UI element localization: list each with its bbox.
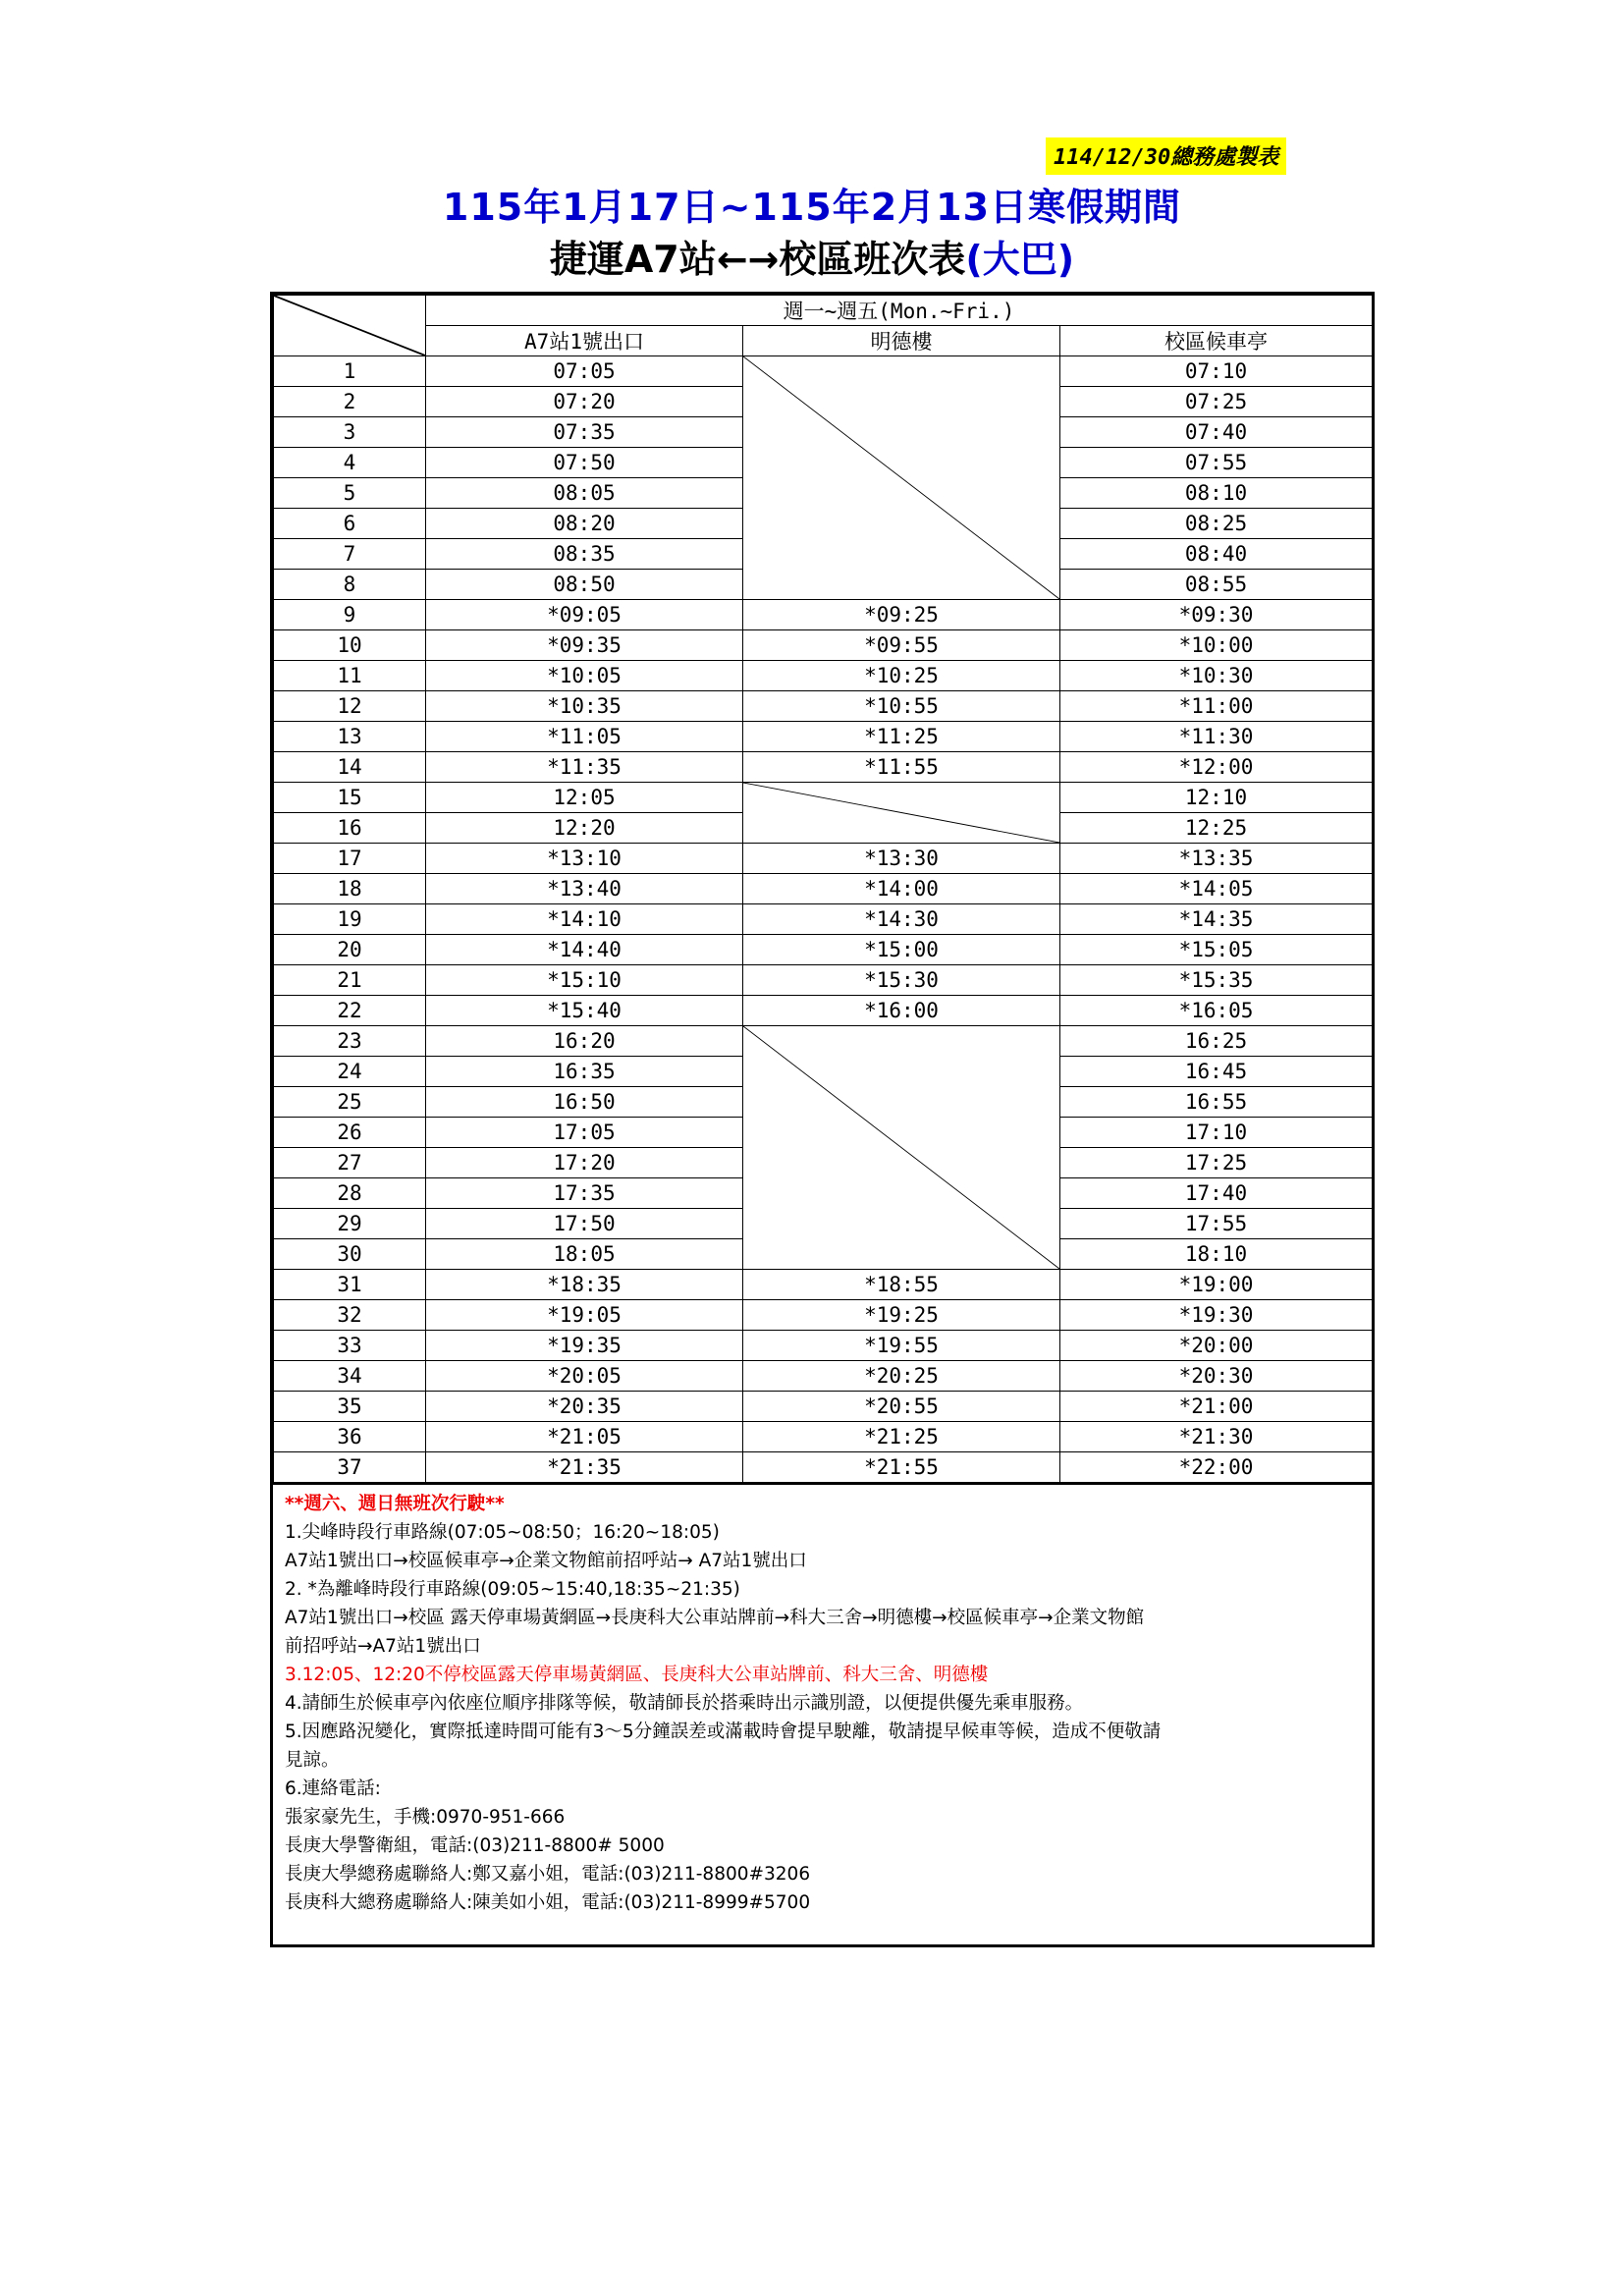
row-number: 8	[274, 570, 426, 600]
cell-campus-arrival: *19:00	[1060, 1270, 1373, 1300]
cell-campus-arrival: *15:35	[1060, 965, 1373, 996]
cell-mingde-time: *16:00	[743, 996, 1060, 1026]
cell-campus-arrival: 17:10	[1060, 1118, 1373, 1148]
row-number: 6	[274, 509, 426, 539]
row-number: 10	[274, 630, 426, 661]
contact-zhang: 張家豪先生，手機:0970-951-666	[285, 1807, 566, 1828]
schedule-frame	[270, 292, 1375, 1947]
cell-campus-arrival: 08:25	[1060, 509, 1373, 539]
row-number: 15	[274, 783, 426, 813]
row-number: 22	[274, 996, 426, 1026]
row-number: 27	[274, 1148, 426, 1178]
table-row	[274, 661, 1373, 691]
cell-campus-arrival: *11:30	[1060, 722, 1373, 752]
row-number: 25	[274, 1087, 426, 1118]
cell-campus-arrival: 17:55	[1060, 1209, 1373, 1239]
page-title-period: 115年1月17日~115年2月13日寒假期間	[442, 186, 1182, 229]
cell-a7-departure: 16:35	[426, 1057, 743, 1087]
cell-mingde-time: *18:55	[743, 1270, 1060, 1300]
cell-campus-arrival: *16:05	[1060, 996, 1373, 1026]
row-number: 32	[274, 1300, 426, 1331]
table-header-row-weekday	[274, 296, 1373, 326]
row-number: 5	[274, 478, 426, 509]
table-row	[274, 1361, 1373, 1392]
table-row	[274, 1392, 1373, 1422]
cell-campus-arrival: *20:30	[1060, 1361, 1373, 1392]
cell-a7-departure: 07:35	[426, 417, 743, 448]
cell-mingde-time: *14:30	[743, 904, 1060, 935]
table-row	[274, 722, 1373, 752]
note-5: 5.因應路況變化，實際抵達時間可能有3～5分鐘誤差或滿載時會提早駛離，敬請提早候車等候，造成不便敬請	[285, 1722, 1162, 1742]
cell-a7-departure: 07:20	[426, 387, 743, 417]
row-number: 36	[274, 1422, 426, 1452]
cell-a7-departure: *14:10	[426, 904, 743, 935]
diagonal-line-icon	[743, 1026, 1059, 1269]
cell-a7-departure: 18:05	[426, 1239, 743, 1270]
cell-mingde-no-service	[743, 1026, 1060, 1270]
table-row	[274, 752, 1373, 783]
table-row	[274, 844, 1373, 874]
row-number: 12	[274, 691, 426, 722]
cell-a7-departure: 17:05	[426, 1118, 743, 1148]
contact-cgust-affairs: 長庚科大總務處聯絡人:陳美如小姐，電話:(03)211-8999#5700	[285, 1892, 811, 1913]
column-header-campus: 校區候車亭	[1060, 326, 1373, 356]
diagonal-line-icon	[743, 783, 1059, 843]
cell-campus-arrival: *14:05	[1060, 874, 1373, 904]
row-number: 23	[274, 1026, 426, 1057]
note-2-route: A7站1號出口→校區 露天停車場黃網區→長庚科大公車站牌前→科大三舍→明德樓→校區候車亭→企業文物館	[285, 1608, 1145, 1628]
note-5-cont: 見諒。	[285, 1750, 340, 1771]
cell-a7-departure: *10:35	[426, 691, 743, 722]
row-number: 30	[274, 1239, 426, 1270]
table-row	[274, 935, 1373, 965]
cell-mingde-no-service	[743, 356, 1060, 600]
cell-a7-departure: *13:10	[426, 844, 743, 874]
column-header-mingde: 明德樓	[743, 326, 1060, 356]
row-number: 14	[274, 752, 426, 783]
contact-security: 長庚大學警衛組，電話:(03)211-8800# 5000	[285, 1835, 665, 1856]
cell-mingde-time: *15:00	[743, 935, 1060, 965]
row-number: 2	[274, 387, 426, 417]
cell-campus-arrival: *20:00	[1060, 1331, 1373, 1361]
table-row	[274, 356, 1373, 387]
cell-a7-departure: 08:50	[426, 570, 743, 600]
cell-campus-arrival: 07:55	[1060, 448, 1373, 478]
schedule-table	[273, 295, 1373, 1483]
cell-a7-departure: 16:50	[426, 1087, 743, 1118]
cell-mingde-time: *15:30	[743, 965, 1060, 996]
cell-mingde-time: *09:25	[743, 600, 1060, 630]
cell-campus-arrival: *10:30	[1060, 661, 1373, 691]
cell-campus-arrival: *19:30	[1060, 1300, 1373, 1331]
cell-a7-departure: *13:40	[426, 874, 743, 904]
cell-campus-arrival: 08:55	[1060, 570, 1373, 600]
cell-mingde-time: *14:00	[743, 874, 1060, 904]
cell-campus-arrival: *10:00	[1060, 630, 1373, 661]
cell-campus-arrival: *12:00	[1060, 752, 1373, 783]
row-number: 24	[274, 1057, 426, 1087]
row-number: 17	[274, 844, 426, 874]
row-number: 18	[274, 874, 426, 904]
note-1-route: A7站1號出口→校區候車亭→企業文物館前招呼站→ A7站1號出口	[285, 1551, 807, 1571]
cell-campus-arrival: 16:55	[1060, 1087, 1373, 1118]
cell-a7-departure: *20:05	[426, 1361, 743, 1392]
cell-campus-arrival: 07:25	[1060, 387, 1373, 417]
cell-campus-arrival: 18:10	[1060, 1239, 1373, 1270]
cell-a7-departure: *21:35	[426, 1452, 743, 1483]
row-number: 7	[274, 539, 426, 570]
table-row	[274, 965, 1373, 996]
cell-campus-arrival: *22:00	[1060, 1452, 1373, 1483]
cell-a7-departure: 08:05	[426, 478, 743, 509]
cell-mingde-time: *11:55	[743, 752, 1060, 783]
row-number: 20	[274, 935, 426, 965]
row-number: 11	[274, 661, 426, 691]
cell-a7-departure: *15:10	[426, 965, 743, 996]
cell-a7-departure: *20:35	[426, 1392, 743, 1422]
row-number: 31	[274, 1270, 426, 1300]
cell-a7-departure: 07:50	[426, 448, 743, 478]
note-weekend: **週六、週日無班次行駛**	[285, 1494, 505, 1514]
row-number: 1	[274, 356, 426, 387]
cell-mingde-time: *11:25	[743, 722, 1060, 752]
table-row	[274, 1300, 1373, 1331]
cell-a7-departure: 16:20	[426, 1026, 743, 1057]
cell-campus-arrival: 08:40	[1060, 539, 1373, 570]
corner-cell	[274, 296, 426, 356]
table-row	[274, 600, 1373, 630]
row-number: 3	[274, 417, 426, 448]
cell-a7-departure: *09:35	[426, 630, 743, 661]
diagonal-line-icon	[743, 356, 1059, 599]
cell-campus-arrival: *13:35	[1060, 844, 1373, 874]
cell-a7-departure: 17:35	[426, 1178, 743, 1209]
cell-campus-arrival: *09:30	[1060, 600, 1373, 630]
table-row	[274, 1452, 1373, 1483]
note-1: 1.尖峰時段行車路線(07:05~08:50；16:20~18:05)	[285, 1522, 720, 1543]
note-3: 3.12:05、12:20不停校區露天停車場黃網區、長庚科大公車站牌前、科大三舍、明德樓	[285, 1665, 989, 1685]
page-title-route-main: 捷運A7站←→校區班次表	[549, 238, 966, 281]
row-number: 16	[274, 813, 426, 844]
cell-a7-departure: 17:20	[426, 1148, 743, 1178]
cell-campus-arrival: 16:45	[1060, 1057, 1373, 1087]
column-header-a7: A7站1號出口	[426, 326, 743, 356]
row-number: 13	[274, 722, 426, 752]
cell-campus-arrival: *15:05	[1060, 935, 1373, 965]
cell-mingde-no-service	[743, 783, 1060, 844]
cell-mingde-time: *19:55	[743, 1331, 1060, 1361]
cell-mingde-time: *21:25	[743, 1422, 1060, 1452]
cell-campus-arrival: 12:25	[1060, 813, 1373, 844]
table-row	[274, 1026, 1373, 1057]
row-number: 33	[274, 1331, 426, 1361]
cell-campus-arrival: 17:40	[1060, 1178, 1373, 1209]
cell-campus-arrival: 16:25	[1060, 1026, 1373, 1057]
weekday-header: 週一~週五(Mon.~Fri.)	[426, 296, 1373, 326]
cell-a7-departure: 07:05	[426, 356, 743, 387]
cell-campus-arrival: 07:40	[1060, 417, 1373, 448]
cell-a7-departure: 12:20	[426, 813, 743, 844]
cell-campus-arrival: 07:10	[1060, 356, 1373, 387]
table-row	[274, 783, 1373, 813]
row-number: 37	[274, 1452, 426, 1483]
cell-a7-departure: *11:05	[426, 722, 743, 752]
table-row	[274, 1422, 1373, 1452]
cell-mingde-time: *20:25	[743, 1361, 1060, 1392]
contact-cgu-affairs: 長庚大學總務處聯絡人:鄭又嘉小姐，電話:(03)211-8800#3206	[285, 1864, 811, 1885]
row-number: 4	[274, 448, 426, 478]
table-row	[274, 630, 1373, 661]
cell-a7-departure: 17:50	[426, 1209, 743, 1239]
cell-a7-departure: *14:40	[426, 935, 743, 965]
cell-a7-departure: 08:20	[426, 509, 743, 539]
table-row	[274, 874, 1373, 904]
notes-section	[273, 1483, 1372, 1944]
table-row	[274, 996, 1373, 1026]
page-title-route-suffix: (大巴)	[965, 238, 1075, 281]
cell-a7-departure: *09:05	[426, 600, 743, 630]
cell-mingde-time: *19:25	[743, 1300, 1060, 1331]
cell-a7-departure: *15:40	[426, 996, 743, 1026]
cell-campus-arrival: *21:00	[1060, 1392, 1373, 1422]
table-row	[274, 691, 1373, 722]
cell-campus-arrival: *11:00	[1060, 691, 1373, 722]
note-2: 2. *為離峰時段行車路線(09:05~15:40,18:35~21:35)	[285, 1579, 740, 1600]
cell-a7-departure: *11:35	[426, 752, 743, 783]
cell-mingde-time: *10:55	[743, 691, 1060, 722]
cell-mingde-time: *09:55	[743, 630, 1060, 661]
row-number: 29	[274, 1209, 426, 1239]
note-4: 4.請師生於候車亭內依座位順序排隊等候，敬請師長於搭乘時出示識別證，以便提供優先乘車服務。	[285, 1693, 1084, 1714]
cell-campus-arrival: *21:30	[1060, 1422, 1373, 1452]
diagonal-line-icon	[274, 296, 425, 355]
cell-campus-arrival: 12:10	[1060, 783, 1373, 813]
row-number: 35	[274, 1392, 426, 1422]
cell-a7-departure: *21:05	[426, 1422, 743, 1452]
table-row	[274, 904, 1373, 935]
row-number: 21	[274, 965, 426, 996]
row-number: 28	[274, 1178, 426, 1209]
cell-a7-departure: *10:05	[426, 661, 743, 691]
cell-campus-arrival: 08:10	[1060, 478, 1373, 509]
cell-a7-departure: *19:35	[426, 1331, 743, 1361]
cell-mingde-time: *20:55	[743, 1392, 1060, 1422]
row-number: 26	[274, 1118, 426, 1148]
cell-mingde-time: *10:25	[743, 661, 1060, 691]
note-6: 6.連絡電話:	[285, 1778, 381, 1799]
cell-campus-arrival: 17:25	[1060, 1148, 1373, 1178]
row-number: 19	[274, 904, 426, 935]
prepared-by-stamp: 114/12/30總務處製表	[1046, 137, 1286, 175]
page-title-route	[0, 233, 1624, 286]
title-block	[0, 182, 1624, 286]
table-header-row-columns	[274, 326, 1373, 356]
cell-a7-departure: *19:05	[426, 1300, 743, 1331]
cell-mingde-time: *21:55	[743, 1452, 1060, 1483]
cell-a7-departure: *18:35	[426, 1270, 743, 1300]
row-number: 9	[274, 600, 426, 630]
table-row	[274, 1270, 1373, 1300]
cell-campus-arrival: *14:35	[1060, 904, 1373, 935]
note-2-route-cont: 前招呼站→A7站1號出口	[285, 1636, 481, 1657]
cell-a7-departure: 08:35	[426, 539, 743, 570]
row-number: 34	[274, 1361, 426, 1392]
cell-a7-departure: 12:05	[426, 783, 743, 813]
cell-mingde-time: *13:30	[743, 844, 1060, 874]
table-row	[274, 1331, 1373, 1361]
